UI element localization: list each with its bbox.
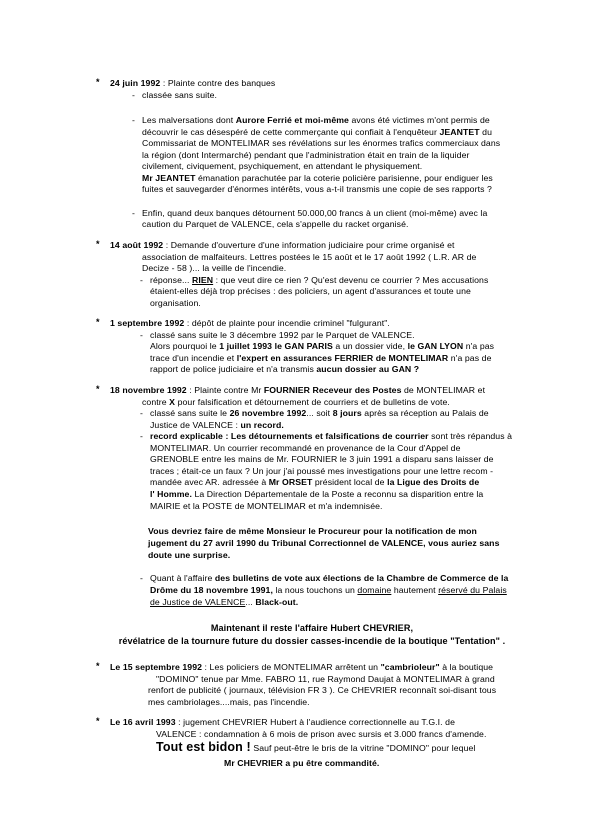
text-run: : Les policiers de MONTELIMAR arrêtent un — [202, 662, 381, 673]
section-date: Le 16 avril 1993 — [110, 717, 176, 728]
star-bullet-icon: * — [96, 661, 100, 672]
section-date: 18 novembre 1992 — [110, 385, 187, 396]
text-run: contre — [142, 396, 170, 407]
text-line: VALENCE : condamnation à 6 mois de prison avec sursis et 3.000 francs d'amende. — [156, 728, 487, 739]
text-line: Enfin, quand deux banques détournent 50.000,00 francs à un client (moi-même) avec la — [142, 207, 488, 218]
dash-bullet-icon: - — [140, 274, 143, 285]
text-line: organisation. — [150, 297, 201, 308]
spacer — [96, 512, 528, 526]
text-line — [142, 115, 528, 127]
text-line: traces ; était-ce un faux ? Un jour j'ai poussé mes investigations pour une lettre recom - — [150, 465, 494, 476]
text-line: "DOMINO" tenue par Mme. FABRO 11, rue Raymond Daujat à MONTELIMAR à grand — [156, 673, 495, 684]
text-run: hautement — [391, 584, 439, 595]
section-heading-rest: : jugement CHEVRIER Hubert à l'audience correctionnelle au T.G.I. de — [175, 717, 456, 728]
text-line: la région (dont Intermarché) pendant que l'administration était en train de la liquider — [142, 149, 470, 160]
text-line — [150, 597, 528, 609]
text-run: a un dossier vide, — [332, 341, 408, 352]
text-line: doute une surprise. — [148, 549, 231, 560]
dash-bullet-icon: - — [140, 408, 143, 419]
dash-bullet-icon: - — [140, 573, 143, 584]
list-item-text — [142, 115, 528, 196]
spacer — [96, 196, 528, 208]
text-line: MONTELIMAR. Un courrier recommandé en provenance de la Cour d'Appel de — [150, 442, 461, 453]
text-run: n'a pas — [463, 341, 495, 352]
text-run-bold: 1 juillet 1993 le GAN PARIS — [219, 341, 333, 352]
list-item — [140, 573, 528, 608]
text-run: à la boutique — [439, 662, 494, 673]
section-heading-text — [110, 318, 528, 330]
list-item — [140, 408, 528, 431]
text-run-bold: X — [169, 396, 176, 407]
star-bullet-icon: * — [96, 239, 100, 250]
text-run-bold: un record. — [240, 419, 284, 430]
list-item — [140, 275, 528, 310]
text-run-bold: Black-out. — [255, 596, 299, 607]
text-line — [142, 173, 528, 185]
section-heading — [96, 318, 528, 330]
text-line: étaient-elles déjà trop précises : des policiers, un agent d'assurances et toute une — [150, 286, 471, 297]
section-date: 1 septembre 1992 — [110, 318, 185, 329]
section-1992-11-18 — [96, 385, 528, 608]
text-run: mandée avec AR. adressée à — [150, 477, 269, 488]
dash-bullet-icon: - — [140, 329, 143, 340]
text-line — [150, 477, 528, 489]
star-bullet-icon: * — [96, 384, 100, 395]
text-line: MAIRIE et la POSTE de MONTELIMAR et m'a indemnisée. — [150, 500, 383, 511]
list-item — [132, 208, 528, 231]
center-heading-line-1: Maintenant il reste l'affaire Hubert CHEVRIER, — [210, 623, 414, 634]
text-run: ... — [245, 596, 256, 607]
text-run-bold: 26 novembre 1992 — [229, 408, 307, 419]
section-date: 24 juin 1992 — [110, 78, 161, 88]
text-line: Vous devriez faire de même Monsieur le Procureur pour la notification de mon — [148, 526, 477, 537]
center-heading — [96, 622, 528, 648]
list-item-text: classée sans suite. — [142, 89, 218, 100]
section-1992-08-14 — [96, 240, 528, 309]
emphasis-paragraph — [148, 526, 528, 561]
text-run-bold: la Ligue des Droits de — [387, 477, 480, 488]
text-run-bold: FOURNIER Receveur des Postes — [263, 385, 402, 396]
text-line: jugement du 27 avril 1990 du Tribunal Correctionnel de VALENCE, vous auriez sans — [148, 537, 500, 548]
text-run-bold: l' Homme. — [150, 488, 192, 499]
section-date: 14 août 1992 — [110, 240, 164, 251]
text-line: classé sans suite le 3 décembre 1992 par le Parquet de VALENCE. — [150, 329, 415, 340]
text-line — [150, 420, 528, 432]
text-run: ... soit — [306, 408, 333, 419]
dash-bullet-icon: - — [140, 431, 143, 442]
spacer — [96, 101, 528, 115]
final-statement: Mr CHEVRIER a pu être commandité. — [224, 757, 380, 768]
text-run-bold: JEANTET — [439, 126, 480, 137]
text-run: découvrir le cas désespéré de cette commerçante qui confiait à l'enquêteur — [142, 126, 440, 137]
dash-bullet-icon: - — [132, 89, 135, 100]
text-run-underline: de Justice de VALENCE — [150, 596, 246, 607]
text-line: civilement, civiquement, psychiquement, en attendant le physiquement. — [142, 161, 423, 172]
text-line: GRENOBLE entre les mains de Mr. FOURNIER le 3 juin 1991 a disparu sans laisser de — [150, 454, 494, 465]
text-run: émanation parachutée par la coterie policière parisienne, pour endiguer les — [195, 172, 493, 183]
text-run-bold: des bulletins de vote aux élections de la Chambre de Commerce de la — [214, 573, 509, 584]
text-run-underline: réservé du Palais — [438, 584, 507, 595]
text-run: président local de — [312, 477, 388, 488]
section-heading-text — [110, 78, 528, 90]
list-item — [140, 330, 528, 376]
section-heading-text — [110, 240, 528, 252]
text-run: n'a pas de — [448, 352, 492, 363]
list-item — [132, 115, 528, 196]
text-line: association de malfaiteurs. Lettres postées le 15 août et le 17 août 1992 ( L.R. AR de — [142, 251, 477, 262]
text-run: de MONTELIMAR et — [401, 385, 486, 396]
text-run-bold: Mr ORSET — [268, 477, 313, 488]
section-heading — [96, 78, 528, 90]
text-line — [150, 341, 528, 353]
spacer — [96, 608, 528, 622]
text-run: du — [479, 126, 492, 137]
text-run-bold: aucun dossier au GAN ? — [316, 364, 420, 375]
list-item-text — [150, 408, 528, 431]
section-1992-09-15 — [96, 662, 528, 708]
text-line — [224, 758, 528, 770]
section-1992-09-01 — [96, 318, 528, 376]
text-run-bold: 8 jours — [332, 408, 362, 419]
text-line — [150, 489, 528, 501]
text-line — [150, 408, 528, 420]
text-run: Quant à l'affaire — [150, 573, 215, 584]
text-line: mes cambriolages....mais, pas l'incendie. — [148, 696, 310, 707]
text-run-underline: domaine — [357, 584, 392, 595]
text-run-bold: Mr JEANTET — [142, 172, 196, 183]
text-run: Sauf peut-être le bris de la vitrine "DOMINO" pour lequel — [250, 743, 476, 754]
list-item-text — [150, 431, 528, 512]
list-item — [132, 90, 528, 102]
star-bullet-icon: * — [96, 716, 100, 727]
text-run-bold: le GAN LYON — [407, 341, 464, 352]
text-run-underline: RIEN — [192, 274, 214, 285]
text-line: renfort de publicité ( journaux, télévision FR 3 ). Ce CHEVRIER reconnaît soi-disant tous — [148, 685, 497, 696]
section-heading — [96, 717, 528, 729]
text-line: Decize - 58 )... la veille de l'incendie. — [142, 263, 287, 274]
text-run-bold: l'expert en assurances FERRIER de MONTELIMAR — [236, 352, 449, 363]
star-bullet-icon: * — [96, 317, 100, 328]
text-run: avons été victimes m'ont permis de — [348, 115, 490, 126]
spacer — [96, 561, 528, 573]
section-heading — [96, 240, 528, 252]
text-line: caution du Parquet de VALENCE, cela s'appelle du racket organisé. — [142, 219, 409, 230]
text-line — [150, 275, 528, 287]
text-run: : que veut dire ce rien ? Qu'est devenu ce courrier ? Mes accusations — [213, 274, 489, 285]
text-run: sont très répandus à — [428, 431, 513, 442]
dash-bullet-icon: - — [132, 207, 135, 218]
emphasis-headline: Tout est bidon ! — [156, 740, 251, 755]
section-heading-text — [110, 385, 528, 397]
text-run: Alors pourquoi le — [150, 341, 220, 352]
section-1992-06-24 — [96, 78, 528, 231]
text-run-bold: Aurore Ferrié et moi-même — [235, 115, 349, 126]
dash-bullet-icon: - — [132, 115, 135, 126]
list-item-text — [150, 330, 528, 376]
text-line — [150, 353, 528, 365]
text-run: après sa réception au Palais de — [361, 408, 489, 419]
text-line — [156, 742, 528, 755]
text-line — [150, 431, 528, 443]
section-heading — [96, 385, 528, 397]
text-run-bold: "cambrioleur" — [380, 662, 440, 673]
text-line: fuites et sauvegarder d'énormes intérêts, vous a-t-il transmis une copie de ses rapports ? — [142, 184, 492, 195]
section-date: Le 15 septembre 1992 — [110, 662, 203, 673]
list-item — [140, 431, 528, 512]
text-run-bold: record explicable : Les détournements et falsifications de courrier — [150, 431, 429, 442]
text-run: La Direction Départementale de la Poste a reconnu sa disparition entre la — [191, 488, 484, 499]
star-bullet-icon: * — [96, 77, 100, 87]
spacer — [96, 648, 528, 662]
section-heading-rest: : Plainte contre des banques — [160, 78, 276, 88]
text-run: Justice de VALENCE : — [150, 419, 241, 430]
text-line: Commissariat de MONTELIMAR ses révélations sur les énormes trafics commerciaux dans — [142, 138, 501, 149]
text-run: pour falsification et détournement de courriers et de bulletins de vote. — [175, 396, 450, 407]
text-run: la nous touchons un — [272, 584, 358, 595]
document-body — [96, 78, 528, 769]
list-item-text — [142, 208, 528, 231]
text-run: classé sans suite le — [150, 408, 230, 419]
center-heading-line-2: révélatrice de la tournure future du dossier casses-incendie de la boutique "Tentation" . — [118, 636, 506, 647]
list-item-text — [150, 275, 528, 310]
section-heading — [96, 662, 528, 674]
text-run: rapport de police judiciaire et n'a transmis — [150, 364, 317, 375]
list-item-text — [150, 573, 528, 608]
text-run-bold: Drôme du 18 novembre 1991, — [150, 584, 273, 595]
section-heading-rest: : Demande d'ouverture d'une information judiciaire pour crime organisé et — [163, 240, 455, 251]
text-line — [150, 364, 528, 376]
text-line — [150, 585, 528, 597]
section-heading-text — [110, 662, 528, 674]
section-1993-04-16 — [96, 717, 528, 769]
text-line — [142, 127, 528, 139]
text-run: réponse... — [150, 274, 193, 285]
text-line — [150, 573, 528, 585]
text-line — [142, 397, 528, 409]
section-heading-rest: : dépôt de plainte pour incendie criminel "fulgurant". — [184, 318, 390, 329]
text-run: trace d'un incendie et — [150, 352, 237, 363]
section-heading-text — [110, 717, 528, 729]
text-run: : Plainte contre Mr — [186, 385, 264, 396]
text-run: Les malversations dont — [142, 115, 236, 126]
